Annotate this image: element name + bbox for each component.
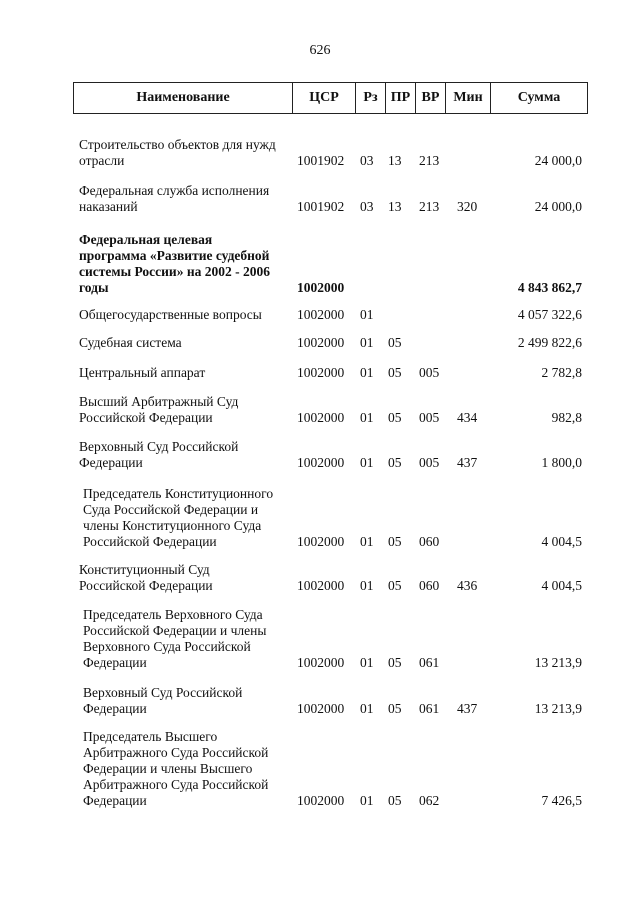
row-sum: 4 843 862,7 <box>517 280 582 295</box>
row-pr: 13 <box>388 199 402 214</box>
row-name: Строительство объектов для нужд отрасли <box>79 137 276 168</box>
row-name: Председатель Конституционного Суда Российской Федерации и члены Конституционного Суда Российской Федерации <box>83 486 274 549</box>
table-row <box>0 685 640 717</box>
row-csr: 1002000 <box>297 410 345 425</box>
row-rz: 01 <box>360 655 374 670</box>
row-min: 434 <box>457 410 478 425</box>
row-sum: 4 004,5 <box>541 534 582 549</box>
row-name: Судебная система <box>79 335 182 350</box>
row-name: Председатель Верховного Суда Российской Федерации и члены Верховного Суда Российской Федерации <box>83 607 267 670</box>
table-row <box>0 137 640 169</box>
row-name: Центральный аппарат <box>79 365 206 380</box>
header-csr: ЦСР <box>292 83 355 113</box>
table-row <box>0 439 640 471</box>
row-pr: 05 <box>388 578 402 593</box>
row-vr: 061 <box>419 701 440 716</box>
row-rz: 01 <box>360 793 374 808</box>
row-csr: 1002000 <box>297 307 345 322</box>
table-row <box>0 183 640 215</box>
row-csr: 1002000 <box>297 280 345 295</box>
row-vr: 060 <box>419 534 440 549</box>
row-pr: 05 <box>388 793 402 808</box>
row-csr: 1001902 <box>297 153 345 168</box>
row-min: 436 <box>457 578 478 593</box>
table-row <box>0 562 640 594</box>
row-sum: 1 800,0 <box>541 455 582 470</box>
row-rz: 01 <box>360 365 374 380</box>
row-sum: 4 004,5 <box>541 578 582 593</box>
row-sum: 2 782,8 <box>541 365 582 380</box>
table-row <box>0 365 640 381</box>
row-sum: 24 000,0 <box>534 153 582 168</box>
row-name: Конституционный Суд Российской Федерации <box>79 562 213 593</box>
header-vr: ВР <box>415 83 445 113</box>
row-rz: 01 <box>360 335 374 350</box>
row-vr: 005 <box>419 365 440 380</box>
row-name: Председатель Высшего Арбитражного Суда Российской Федерации и члены Высшего Арбитражного Суда Российской Федерации <box>83 729 269 808</box>
row-sum: 4 057 322,6 <box>517 307 582 322</box>
row-name: Федеральная целевая программа «Развитие судебной системы России» на 2002 - 2006 годы <box>79 232 270 295</box>
row-sum: 13 213,9 <box>534 655 582 670</box>
row-pr: 05 <box>388 365 402 380</box>
row-csr: 1002000 <box>297 793 345 808</box>
row-name: Верховный Суд Российской Федерации <box>79 439 239 470</box>
header-rz: Рз <box>355 83 385 113</box>
row-pr: 05 <box>388 335 402 350</box>
row-csr: 1002000 <box>297 455 345 470</box>
table-row <box>0 232 640 296</box>
table-row <box>0 486 640 550</box>
header-pr: ПР <box>385 83 415 113</box>
row-vr: 005 <box>419 410 440 425</box>
row-csr: 1002000 <box>297 335 345 350</box>
row-min: 437 <box>457 455 478 470</box>
row-rz: 03 <box>360 199 374 214</box>
row-name: Общегосударственные вопросы <box>79 307 262 322</box>
row-vr: 062 <box>419 793 440 808</box>
row-rz: 03 <box>360 153 374 168</box>
row-csr: 1002000 <box>297 534 345 549</box>
row-csr: 1002000 <box>297 701 345 716</box>
row-sum: 7 426,5 <box>541 793 582 808</box>
row-name: Федеральная служба исполнения наказаний <box>79 183 270 214</box>
header-sum: Сумма <box>490 83 587 113</box>
row-pr: 05 <box>388 455 402 470</box>
row-vr: 060 <box>419 578 440 593</box>
row-pr: 13 <box>388 153 402 168</box>
table-row <box>0 729 640 809</box>
row-min: 437 <box>457 701 478 716</box>
row-csr: 1002000 <box>297 365 345 380</box>
row-sum: 982,8 <box>551 410 582 425</box>
table-row <box>0 607 640 671</box>
row-rz: 01 <box>360 578 374 593</box>
table-row <box>0 394 640 426</box>
row-csr: 1002000 <box>297 578 345 593</box>
row-rz: 01 <box>360 534 374 549</box>
row-sum: 24 000,0 <box>534 199 582 214</box>
row-rz: 01 <box>360 307 374 322</box>
row-vr: 213 <box>419 199 440 214</box>
row-pr: 05 <box>388 655 402 670</box>
page-number: 626 <box>309 43 331 58</box>
header-name: Наименование <box>136 90 230 105</box>
row-csr: 1002000 <box>297 655 345 670</box>
row-pr: 05 <box>388 701 402 716</box>
row-csr: 1001902 <box>297 199 345 214</box>
table-row <box>0 307 640 323</box>
header-min: Мин <box>445 83 490 113</box>
row-rz: 01 <box>360 455 374 470</box>
row-vr: 005 <box>419 455 440 470</box>
row-vr: 213 <box>419 153 440 168</box>
row-min: 320 <box>457 199 478 214</box>
row-sum: 13 213,9 <box>534 701 582 716</box>
row-sum: 2 499 822,6 <box>517 335 582 350</box>
row-name: Верховный Суд Российской Федерации <box>83 685 243 716</box>
table-row <box>0 335 640 351</box>
row-name: Высший Арбитражный Суд Российской Федерации <box>79 394 239 425</box>
row-pr: 05 <box>388 534 402 549</box>
row-rz: 01 <box>360 701 374 716</box>
row-rz: 01 <box>360 410 374 425</box>
row-vr: 061 <box>419 655 440 670</box>
row-pr: 05 <box>388 410 402 425</box>
